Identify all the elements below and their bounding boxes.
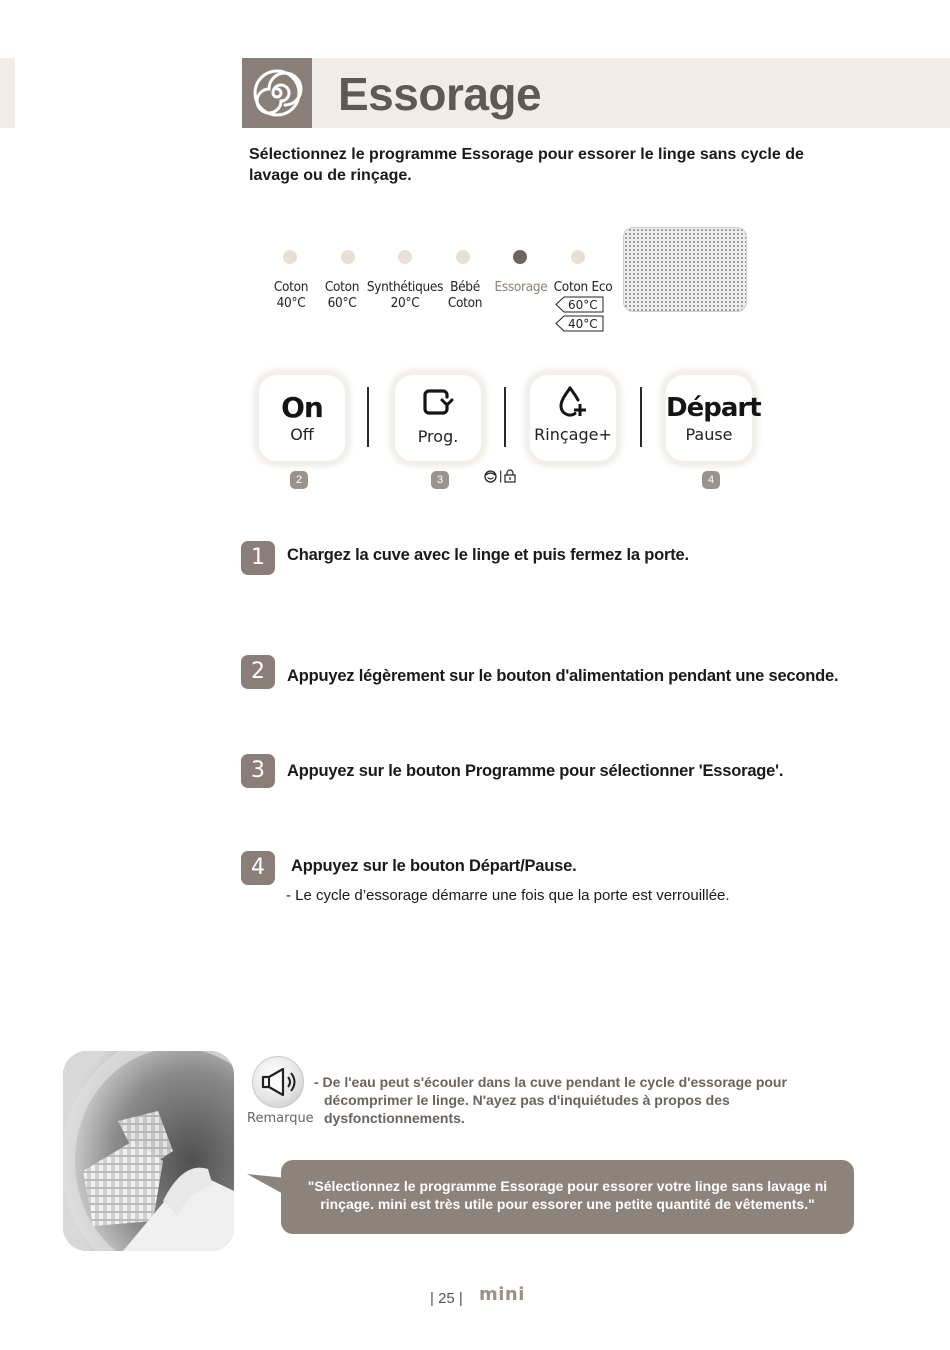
page-title: Essorage — [338, 68, 542, 120]
on-off-button[interactable] — [259, 375, 345, 461]
note-line-3: dysfonctionnements. — [324, 1110, 465, 1126]
child-lock-indicator — [484, 468, 516, 484]
program-dot-bebe-coton — [456, 250, 470, 264]
remarque-icon-badge — [252, 1056, 304, 1108]
eco-temp-60: 60°C — [568, 298, 598, 312]
left-header-strip — [0, 58, 15, 128]
note-line-2: décomprimer le linge. N'ayez pas d'inquiétudes à propos des — [324, 1092, 730, 1108]
remarque-note — [314, 1073, 834, 1127]
child-face-icon — [484, 470, 497, 483]
step-number-1: 1 — [241, 541, 275, 575]
step-number-2: 2 — [241, 655, 275, 689]
on-off-label: On — [281, 391, 323, 424]
intro-text: Sélectionnez le programme Essorage pour essorer le linge sans cycle de lavage ou de rinçage. — [249, 146, 804, 184]
lock-separator: | — [499, 468, 503, 483]
on-off-sublabel: Off — [290, 425, 314, 444]
spiral-icon — [242, 58, 312, 128]
header-icon-box — [242, 58, 312, 128]
step-text-1: Chargez la cuve avec le linge et puis fermez la porte. — [287, 546, 689, 564]
step-4-detail: - Le cycle d’essorage démarre une fois que la porte est verrouillée. — [286, 887, 730, 904]
rincage-plus-button[interactable] — [530, 375, 616, 461]
step-text-2: Appuyez légèrement sur le bouton d'alimentation pendant une seconde. — [287, 667, 839, 685]
eco-temp-tags — [554, 296, 606, 334]
washing-machine-photo — [63, 1051, 234, 1251]
pause-label: Pause — [685, 425, 733, 444]
program-label-coton-40: Coton 40°C — [273, 279, 309, 311]
badge-step-3: 3 — [431, 471, 449, 489]
program-dot-essorage — [513, 250, 527, 264]
program-dot-coton-60 — [341, 250, 355, 264]
program-dot-synthetiques — [398, 250, 412, 264]
step-text-3: Appuyez sur le bouton Programme pour sélectionner 'Essorage'. — [287, 762, 784, 780]
megaphone-icon — [253, 1057, 303, 1107]
panel-separator — [640, 387, 642, 447]
quote-text — [300, 1177, 835, 1213]
depart-label: Départ — [666, 393, 761, 423]
step-text-4: Appuyez sur le bouton Départ/Pause. — [291, 857, 577, 875]
program-label-coton-eco: Coton Eco — [553, 279, 613, 295]
badge-step-4: 4 — [702, 471, 720, 489]
program-dot-coton-40 — [283, 250, 297, 264]
program-icon — [421, 387, 455, 419]
program-label-synthetiques: Synthétiques 20°C — [366, 279, 444, 311]
program-label-bebe-coton: Bébé Coton — [447, 279, 483, 311]
program-label-essorage: Essorage — [494, 279, 548, 295]
depart-pause-button[interactable] — [666, 375, 761, 461]
panel-display — [623, 227, 747, 312]
prog-button[interactable] — [395, 375, 481, 461]
water-drop-plus-icon — [556, 385, 590, 419]
remarque-label: Remarque — [247, 1111, 314, 1126]
quote-line-1: "Sélectionnez le programme Essorage pour essorer votre linge sans lavage ni — [307, 1178, 828, 1194]
badge-step-2: 2 — [290, 471, 308, 489]
drum-illustration — [63, 1051, 234, 1251]
brand-logo: mini — [479, 1284, 525, 1305]
prog-label: Prog. — [417, 427, 459, 446]
eco-temp-40: 40°C — [568, 317, 598, 331]
panel-separator — [367, 387, 369, 447]
rincage-plus-label: Rinçage+ — [534, 425, 612, 444]
quote-line-2: rinçage. mini est très utile pour essorer une petite quantité de vêtements." — [320, 1196, 815, 1212]
lock-icon — [504, 469, 516, 483]
step-number-3: 3 — [241, 754, 275, 788]
step-number-4: 4 — [241, 851, 275, 885]
note-line-1: - De l'eau peut s'écouler dans la cuve pendant le cycle d'essorage pour — [314, 1074, 787, 1090]
panel-separator — [504, 387, 506, 447]
program-label-coton-60: Coton 60°C — [324, 279, 360, 311]
program-dot-coton-eco — [571, 250, 585, 264]
page-number: | 25 | — [430, 1290, 463, 1307]
